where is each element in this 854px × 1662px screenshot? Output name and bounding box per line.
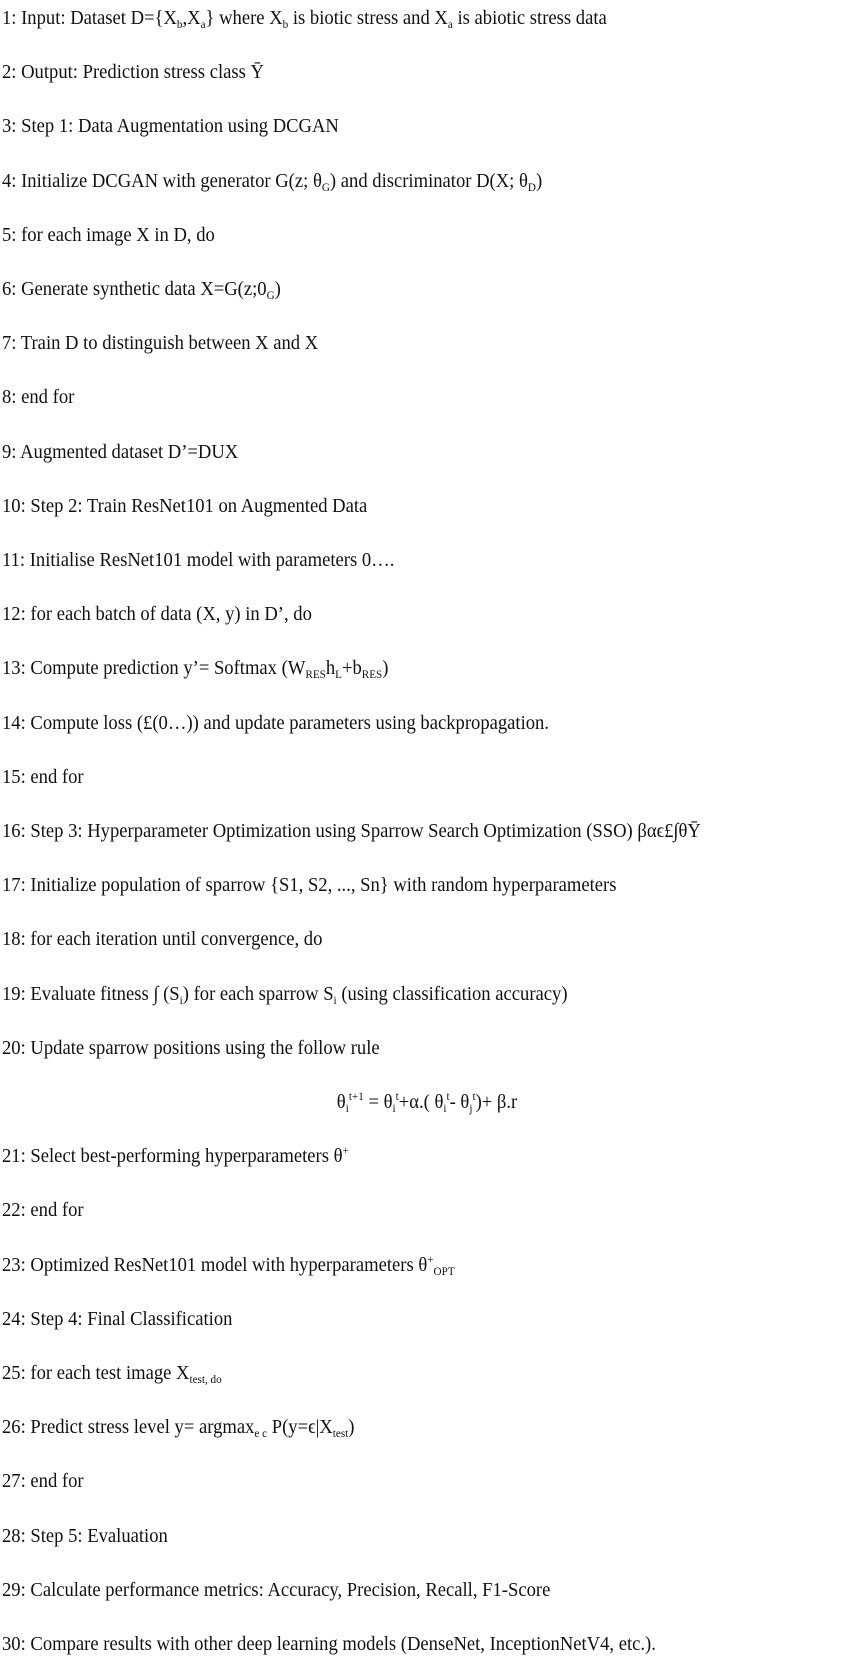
step-text: 3: Step 1: Data Augmentation using DCGAN xyxy=(2,115,339,138)
algorithm-step xyxy=(2,871,616,899)
algorithm-step xyxy=(2,763,84,791)
algorithm-step xyxy=(2,383,74,411)
step-text: 21: Select best-performing hyperparameters θ xyxy=(2,1145,343,1168)
step-text: = θ xyxy=(363,1091,393,1113)
subscript: i xyxy=(392,1101,396,1115)
algorithm-step xyxy=(2,492,367,520)
subscript: G xyxy=(321,179,330,194)
superscript: t xyxy=(446,1089,450,1103)
step-text: 9: Augmented dataset D’=DUX xyxy=(2,440,239,463)
algorithm-step xyxy=(2,1305,232,1333)
step-text: )+ β.r xyxy=(475,1091,518,1113)
step-text: 16: Step 3: Hyperparameter Optimization using Sparrow Search Optimization (SSO) βαϵ£∫θȲ xyxy=(2,820,701,842)
algorithm-step xyxy=(2,167,542,195)
algorithm-step xyxy=(2,1630,656,1658)
step-text: 30: Compare results with other deep learning models (DenseNet, InceptionNetV4, etc.). xyxy=(2,1633,656,1655)
step-text: +b xyxy=(342,657,362,680)
subscript: RES xyxy=(361,667,383,682)
step-text: 8: end for xyxy=(2,386,75,409)
subscript: G xyxy=(266,288,275,302)
step-text: 20: Update sparrow positions using the follow rule xyxy=(2,1036,380,1059)
subscript: test xyxy=(332,1426,349,1441)
step-text: ) xyxy=(535,169,543,192)
algorithm-step xyxy=(2,1522,168,1550)
step-text: 19: Evaluate fitness ∫ (S xyxy=(2,982,180,1005)
step-text: 26: Predict stress level y= argmax xyxy=(2,1416,255,1439)
subscript: L xyxy=(335,667,343,682)
algorithm-step xyxy=(2,58,264,86)
step-text: is biotic stress and X xyxy=(288,7,448,29)
algorithm-step xyxy=(2,4,607,32)
step-text: θ xyxy=(336,1091,346,1113)
algorithm-step xyxy=(2,925,322,953)
algorithm-step xyxy=(2,1034,380,1062)
step-text: 15: end for xyxy=(2,765,84,788)
step-text: +α.( θ xyxy=(398,1091,444,1113)
algorithm-step xyxy=(2,438,238,466)
subscript: RES xyxy=(305,667,326,682)
step-text: 14: Compute loss (£(0…)) and update parameters using backpropagation. xyxy=(2,711,550,734)
step-text: is abiotic stress data xyxy=(452,7,607,29)
step-text: 1: Input: Dataset D={X xyxy=(2,7,177,29)
algorithm-step xyxy=(2,1467,84,1495)
step-text: h xyxy=(325,657,336,680)
step-text: 24: Step 4: Final Classification xyxy=(2,1307,233,1330)
step-text: ) xyxy=(348,1416,355,1439)
step-text: 28: Step 5: Evaluation xyxy=(2,1524,168,1547)
step-text: P(y=ϵ|X xyxy=(267,1416,333,1439)
subscript: j xyxy=(469,1101,473,1115)
subscript: D xyxy=(527,179,536,194)
subscript: e c xyxy=(254,1426,268,1441)
step-text: ) xyxy=(274,278,281,300)
step-text: 2: Output: Prediction stress class Ȳ xyxy=(2,61,264,84)
step-text: 22: end for xyxy=(2,1199,84,1222)
subscript: a xyxy=(200,17,206,31)
step-text: 27: end for xyxy=(2,1470,84,1493)
step-text: 6: Generate synthetic data X=G(z;0 xyxy=(2,278,267,300)
algorithm-step xyxy=(2,112,339,140)
step-text: 23: Optimized ResNet101 model with hyperparameters θ xyxy=(2,1253,428,1276)
step-text: ) and discriminator D(X; θ xyxy=(329,169,528,192)
step-text: } where X xyxy=(205,7,283,29)
step-text: 7: Train D to distinguish between X and X xyxy=(2,332,319,355)
step-text: 11: Initialise ResNet101 model with parameters 0…. xyxy=(2,549,395,571)
step-text: (using classification accuracy) xyxy=(336,982,568,1005)
step-text: ) xyxy=(382,657,389,680)
algorithm-step xyxy=(2,1196,84,1224)
step-text: 10: Step 2: Train ResNet101 on Augmented Data xyxy=(2,494,368,517)
subscript: b xyxy=(282,17,289,31)
algorithm-step xyxy=(2,1413,354,1441)
subscript: a xyxy=(447,17,453,31)
step-text: 29: Calculate performance metrics: Accuracy, Precision, Recall, F1-Score xyxy=(2,1578,551,1601)
algorithm-step xyxy=(2,1359,222,1387)
step-text: 17: Initialize population of sparrow {S1, S2, ..., Sn} with random hyperparameters xyxy=(2,874,617,897)
step-text: 4: Initialize DCGAN with generator G(z; θ xyxy=(2,169,322,192)
subscript: i xyxy=(333,992,337,1007)
subscript: i xyxy=(179,992,183,1007)
superscript: t xyxy=(395,1089,399,1103)
algorithm-step xyxy=(2,980,568,1008)
subscript: b xyxy=(176,17,183,31)
algorithm-step xyxy=(2,329,318,357)
step-text: 18: for each iteration until convergence, do xyxy=(2,928,323,951)
superscript: + xyxy=(342,1143,349,1158)
algorithm-step xyxy=(2,546,394,574)
algorithm-step xyxy=(2,221,215,249)
step-text: ) for each sparrow S xyxy=(182,982,334,1005)
algorithm-step xyxy=(2,600,312,628)
superscript: t+1 xyxy=(348,1089,364,1103)
subscript: test, do xyxy=(189,1372,222,1386)
subscript: i xyxy=(443,1101,447,1115)
algorithm-step xyxy=(2,709,549,737)
superscript: + xyxy=(427,1251,434,1266)
subscript: OPT xyxy=(433,1263,455,1278)
step-text: 13: Compute prediction y’= Softmax (W xyxy=(2,657,306,680)
algorithm-step xyxy=(2,817,701,845)
algorithm-step xyxy=(2,1251,455,1279)
step-text: - θ xyxy=(449,1091,470,1113)
update-rule-formula xyxy=(30,1088,824,1116)
subscript: i xyxy=(345,1101,349,1115)
step-text: 12: for each batch of data (X, y) in D’, do xyxy=(2,603,312,626)
step-text: ,X xyxy=(182,7,201,29)
superscript: t xyxy=(472,1089,476,1103)
algorithm-step xyxy=(2,1576,550,1604)
step-text: 5: for each image X in D, do xyxy=(2,223,215,246)
algorithm-step xyxy=(2,275,281,303)
step-text: 25: for each test image X xyxy=(2,1362,190,1384)
algorithm-step xyxy=(2,654,388,682)
algorithm-step xyxy=(2,1142,349,1170)
